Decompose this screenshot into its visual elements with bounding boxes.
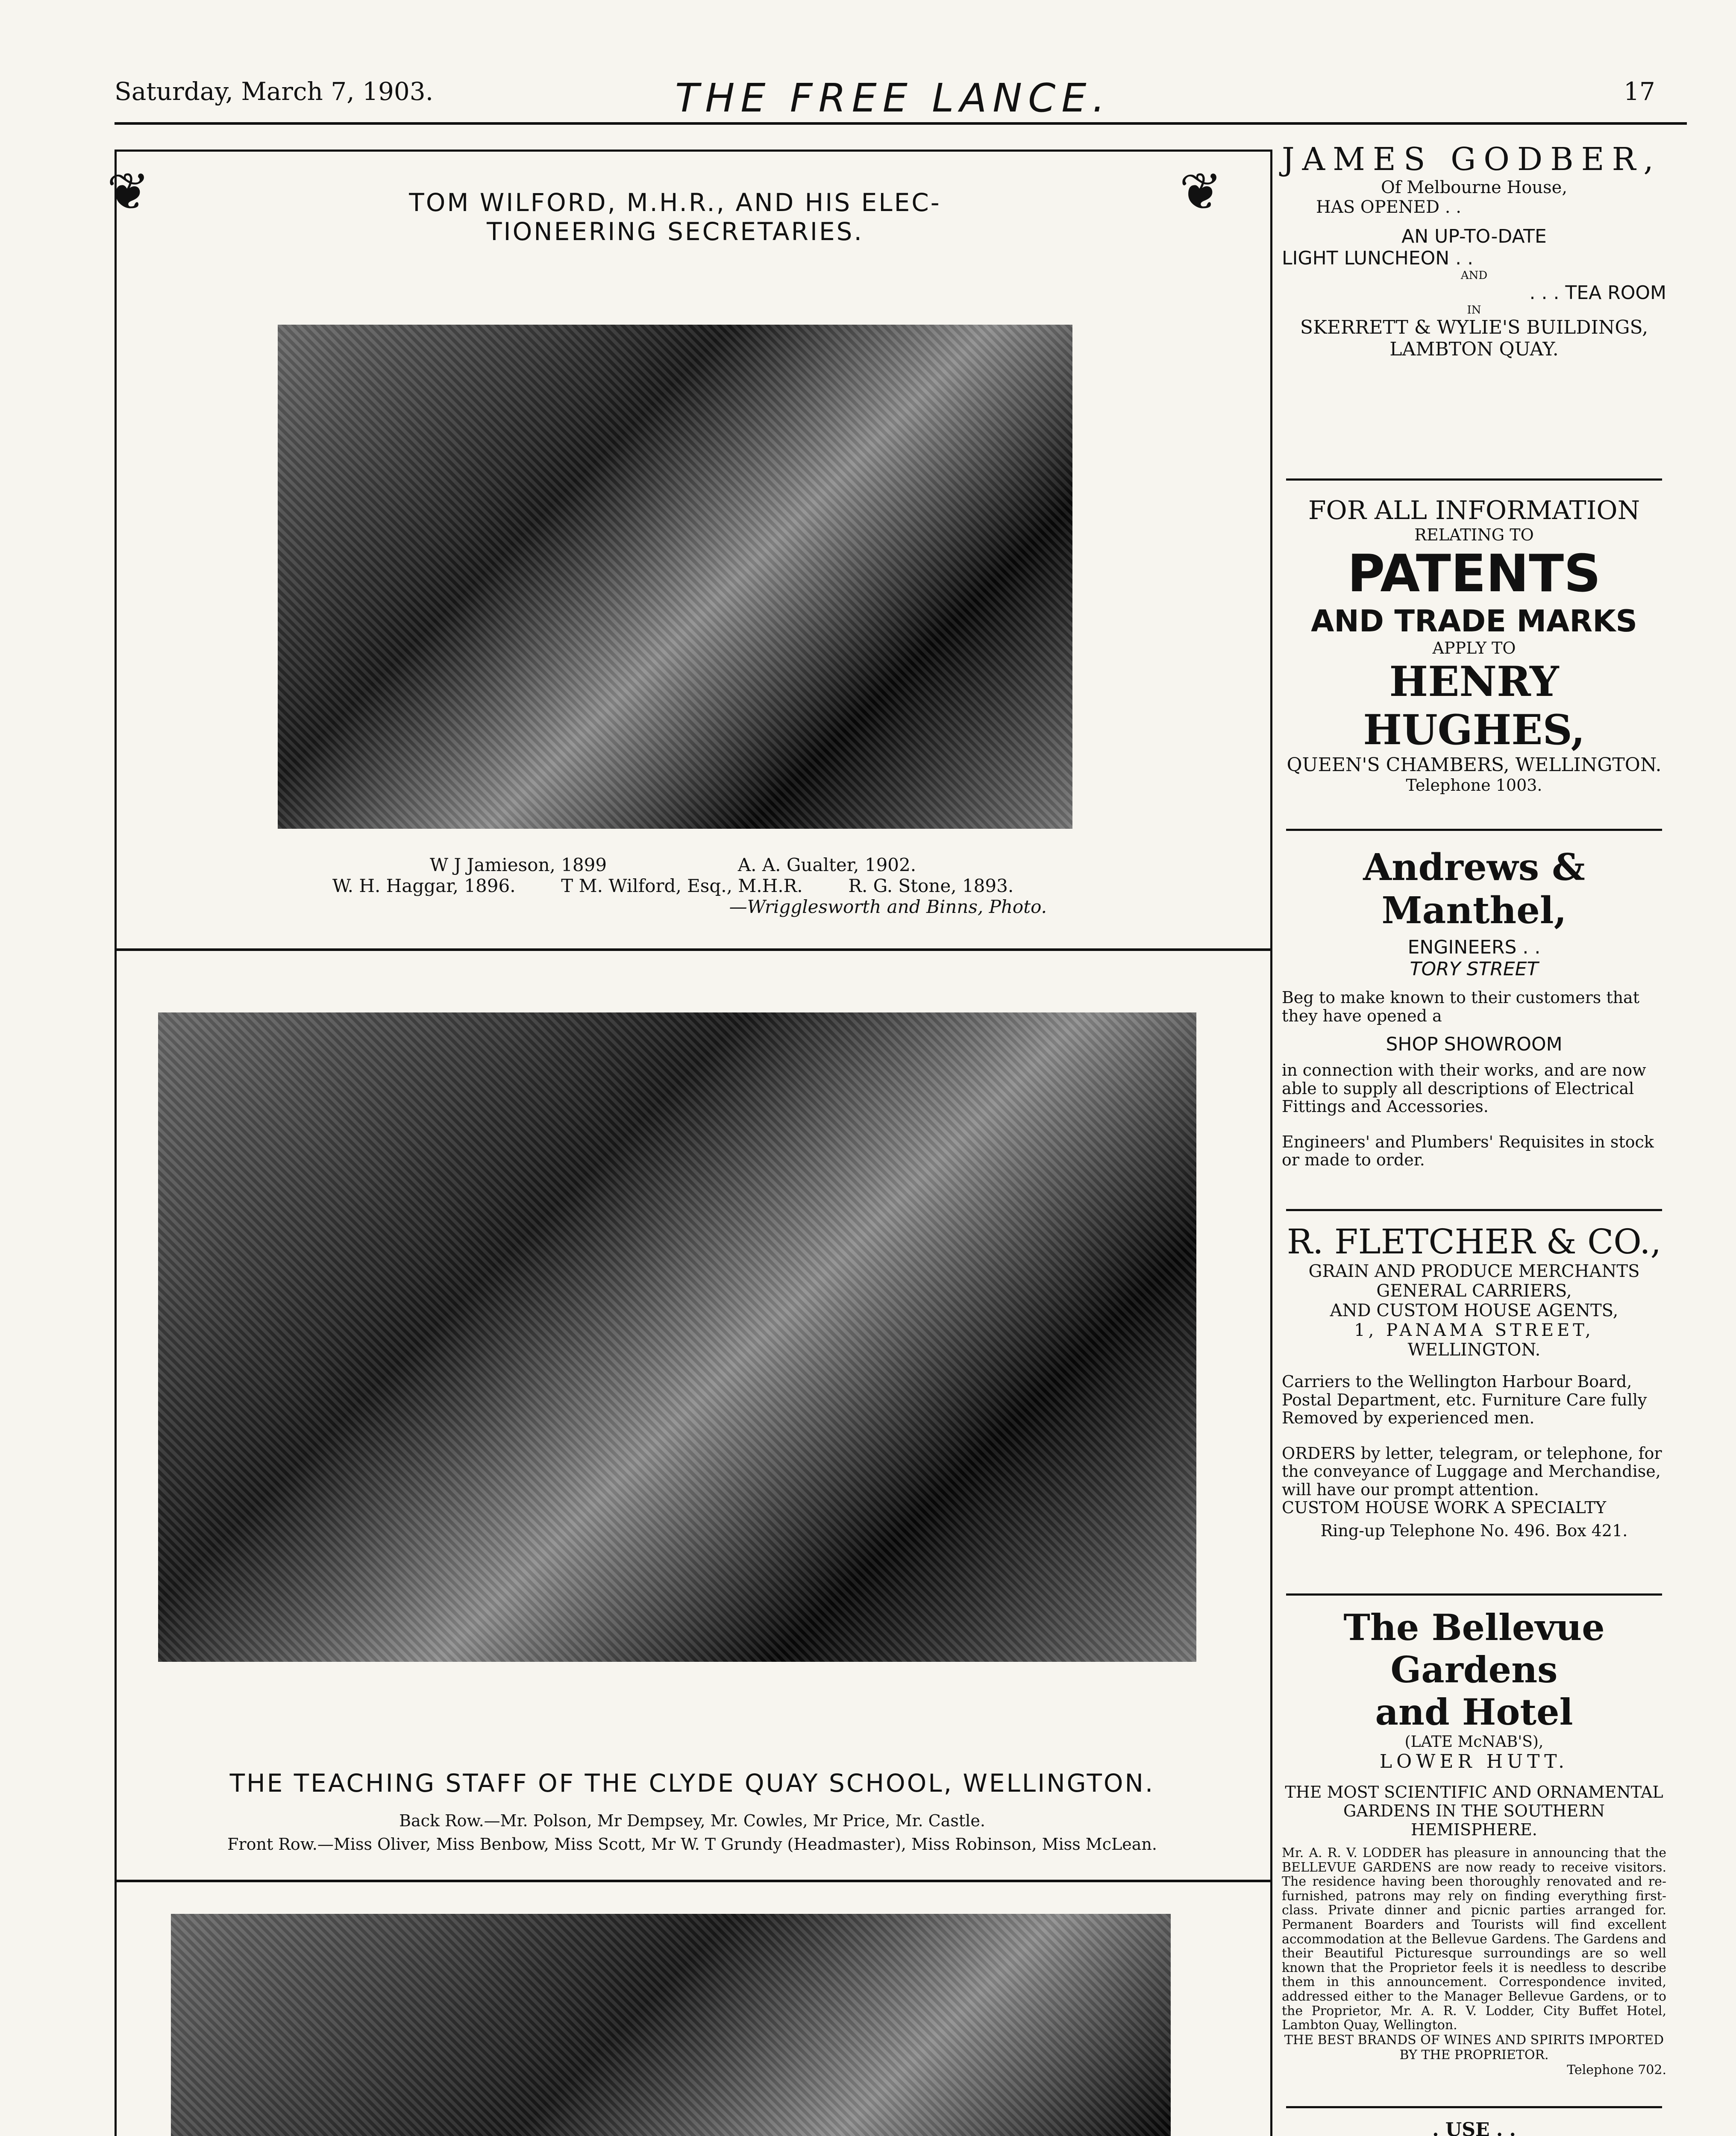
- section-divider-1: [117, 948, 1270, 951]
- patents-line3: PATENTS: [1347, 544, 1601, 604]
- bellevue-tel: Telephone 702.: [1567, 2062, 1666, 2077]
- section1-caption: [299, 854, 1047, 917]
- fletcher-l3: AND CUSTOM HOUSE AGENTS,: [1330, 1301, 1619, 1320]
- wilford-group-photo: [278, 325, 1072, 829]
- right-divider-1: [1286, 478, 1662, 481]
- patents-line2: RELATING TO: [1414, 525, 1534, 544]
- section1-title-line1: TOM WILFORD, M.H.R., AND HIS ELEC-: [409, 188, 941, 217]
- section-divider-2: [117, 1880, 1270, 1882]
- fletcher-advert: [1282, 1222, 1666, 1540]
- bellevue-l3: THE MOST SCIENTIFIC AND ORNAMENTAL GARDENS IN THE SOUTHERN HEMISPHERE.: [1285, 1783, 1663, 1839]
- section2-front-row: Front Row.—Miss Oliver, Miss Benbow, Miss Scott, Mr W. T Grundy (Headmaster), Miss Robinson, Miss McLean.: [227, 1835, 1157, 1854]
- teaching-staff-photo: [158, 1012, 1196, 1662]
- godber-in: IN: [1467, 304, 1481, 317]
- andrews-name: Andrews & Manthel,: [1363, 846, 1585, 932]
- andrews-advert: [1282, 846, 1666, 1169]
- godber-line5: LAMBTON QUAY.: [1389, 338, 1559, 360]
- section1-title-line2: TIONEERING SECRETARIES.: [487, 217, 864, 246]
- caption-stone: R. G. Stone, 1893.: [848, 875, 1014, 896]
- patents-advert: [1282, 496, 1666, 795]
- godber-of: Of Melbourne House,: [1381, 178, 1568, 197]
- patents-line6: HENRY HUGHES,: [1363, 657, 1585, 754]
- bellevue-l4: THE BEST BRANDS OF WINES AND SPIRITS IMPORTED BY THE PROPRIETOR.: [1284, 2032, 1664, 2063]
- patents-line5: APPLY TO: [1432, 639, 1516, 657]
- caption-row1: [299, 854, 1047, 875]
- andrews-l5: in connection with their works, and are now able to supply all descriptions of Electrical Fittings and Accessories.: [1282, 1061, 1646, 1116]
- andrews-l4: SHOP SHOWROOM: [1386, 1033, 1563, 1056]
- bellevue-advert: [1282, 1606, 1666, 2077]
- caption-haggar: W. H. Haggar, 1896.: [332, 875, 516, 896]
- bellevue-body: Mr. A. R. V. LODDER has pleasure in announcing that the BELLEVUE GARDENS are now ready to receive visitors. The residence having been thoroughly renovated and re-furnished, patrons may rely on finding everything first-class. Private dinner and picnic parties arranged for. Permanent Boarders and Tourists will find excellent accommodation at the Bellevue Gardens. The Gardens and their Beautiful Picturesque surroundings are so well known that the Proprietor feels it is needless to describe them in this announcement. Correspondence invited, addressed either to the Manager Bellevue Gardens, or to the Proprietor, Mr. A. R. V. Lodder, City Buffet Hotel, Lambton Quay, Wellington.: [1282, 1846, 1666, 2033]
- patents-line8: Telephone 1003.: [1406, 776, 1542, 795]
- old-boys-girls-photo: [171, 1914, 1171, 2136]
- godber-advert: [1282, 141, 1666, 360]
- patents-line1: FOR ALL INFORMATION: [1308, 496, 1640, 525]
- photo-credit: —Wrigglesworth and Binns, Photo.: [729, 896, 1047, 917]
- right-ornament-icon: ❦: [1179, 162, 1222, 222]
- caption-gualter: A. A. Gualter, 1902.: [737, 854, 916, 875]
- fletcher-name: R. FLETCHER & CO.,: [1287, 1222, 1662, 1262]
- right-divider-3: [1286, 1209, 1662, 1211]
- caption-jamieson: W J Jamieson, 1899: [429, 854, 607, 875]
- fletcher-l9: Ring-up Telephone No. 496. Box 421.: [1320, 1521, 1628, 1540]
- godber-opened: HAS OPENED . .: [1316, 197, 1461, 217]
- bellevue-l1: (LATE McNAB'S),: [1404, 1733, 1544, 1751]
- fletcher-l8: CUSTOM HOUSE WORK A SPECIALTY: [1282, 1498, 1607, 1517]
- andrews-l3: Beg to make known to their customers that they have opened a: [1282, 988, 1639, 1025]
- left-ornament-icon: ❦: [107, 162, 150, 222]
- fletcher-l6: Carriers to the Wellington Harbour Board, Postal Department, etc. Furniture Care fully Removed by experienced men.: [1282, 1372, 1647, 1428]
- patents-line4: AND TRADE MARKS: [1311, 604, 1637, 639]
- godber-line3: . . . TEA ROOM: [1529, 282, 1666, 304]
- fairchild-advert: [1282, 2119, 1666, 2136]
- godber-line1: AN UP-TO-DATE: [1401, 226, 1547, 247]
- fletcher-l5: WELLINGTON.: [1407, 1340, 1541, 1360]
- caption-row2: [299, 875, 1047, 896]
- bellevue-l2: LOWER HUTT.: [1379, 1751, 1569, 1772]
- section2-back-row: Back Row.—Mr. Polson, Mr Dempsey, Mr. Cowles, Mr Price, Mr. Castle.: [399, 1811, 985, 1830]
- fletcher-l2: GENERAL CARRIERS,: [1376, 1281, 1572, 1301]
- godber-name: JAMES GODBER,: [1282, 141, 1661, 178]
- fletcher-l1: GRAIN AND PRODUCE MERCHANTS: [1308, 1262, 1640, 1281]
- fletcher-l4: 1, PANAMA STREET,: [1354, 1320, 1594, 1340]
- page-number: 17: [1624, 77, 1655, 106]
- header-rule: [115, 122, 1687, 125]
- patents-line7: QUEEN'S CHAMBERS, WELLINGTON.: [1287, 754, 1662, 776]
- right-divider-4: [1286, 1593, 1662, 1596]
- section1-title: [333, 188, 1017, 246]
- fairchild-use: . USE . .: [1432, 2119, 1516, 2136]
- issue-date: Saturday, March 7, 1903.: [115, 77, 434, 106]
- fletcher-l7: ORDERS by letter, telegram, or telephone, for the conveyance of Luggage and Merchandise, will have our prompt attention.: [1282, 1444, 1662, 1499]
- andrews-l1: ENGINEERS . .: [1407, 936, 1541, 958]
- right-divider-5: [1286, 2106, 1662, 2108]
- bellevue-name1: The Bellevue Gardens: [1343, 1606, 1605, 1691]
- bellevue-name2: and Hotel: [1375, 1691, 1573, 1733]
- godber-line4: SKERRETT & WYLIE'S BUILDINGS,: [1300, 317, 1648, 338]
- right-divider-2: [1286, 829, 1662, 831]
- masthead-title: THE FREE LANCE.: [675, 75, 1111, 121]
- andrews-l2: TORY STREET: [1410, 958, 1539, 980]
- caption-wilford: T M. Wilford, Esq., M.H.R.: [561, 875, 803, 896]
- section2-title: THE TEACHING STAFF OF THE CLYDE QUAY SCHOOL, WELLINGTON.: [229, 1769, 1155, 1798]
- godber-line2: LIGHT LUNCHEON . .: [1282, 247, 1474, 269]
- andrews-l6: Engineers' and Plumbers' Requisites in stock or made to order.: [1282, 1132, 1654, 1170]
- godber-and: AND: [1460, 269, 1488, 282]
